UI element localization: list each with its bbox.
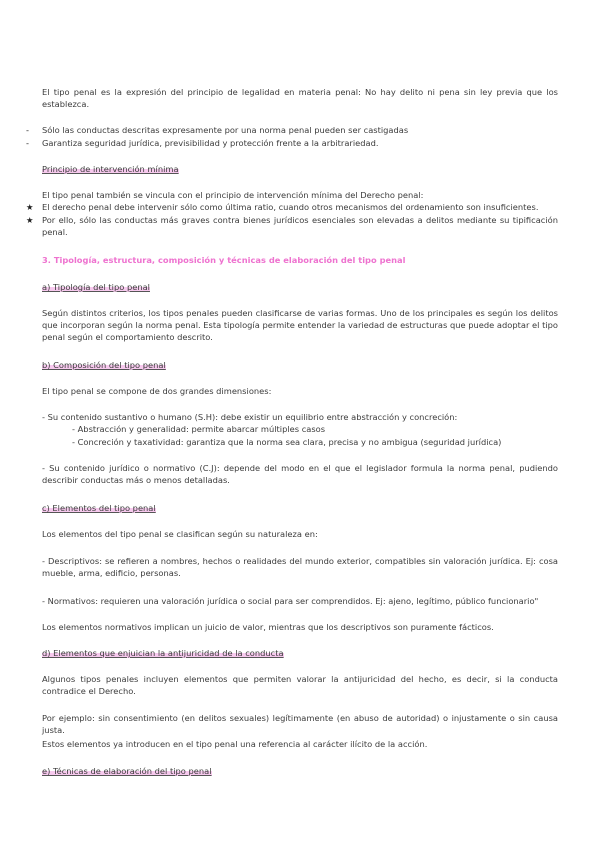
paragraph-c: Los elementos del tipo penal se clasifican según su naturaleza en: [42,529,318,539]
heading-e-text: e) Técnicas de elaboración del tipo penal [42,766,212,776]
heading-b [42,359,558,371]
paragraph-b: El tipo penal se compone de dos grandes dimensiones: [42,386,272,396]
intro-paragraph: El tipo penal es la expresión del principio de legalidad en materia penal: No hay delito ni pena sin ley previa que los establezca. [42,87,558,110]
paragraph-b-cj: - Su contenido jurídico o normativo (C.J): depende del modo en el que el legislador formula la norma penal, pudiendo describir conductas más o menos detalladas. [42,463,558,486]
paragraph-b-sh: - Su contenido sustantivo o humano (S.H): debe existir un equilibrio entre abstracción y concreción: [42,412,458,422]
dash-marker: - [26,138,29,148]
dash-item-text: Sólo las conductas descritas expresamente por una norma penal pueden ser castigadas [42,125,409,135]
star-item-text: El derecho penal debe intervenir sólo como última ratio, cuando otros mecanismos del ordenamiento son insuficientes. [42,202,539,212]
section-3-heading: 3. Tipología, estructura, composición y técnicas de elaboración del tipo penal [42,255,406,265]
heading-a [42,281,558,293]
heading-a-text: a) Tipología del tipo penal [42,282,150,292]
heading-b-text: b) Composición del tipo penal [42,360,166,370]
paragraph-c-final: Los elementos normativos implican un juicio de valor, mientras que los descriptivos son puramente fácticos. [42,622,494,632]
star-icon: ★ [26,202,34,212]
paragraph-b-sh-2: - Concreción y taxatividad: garantiza que la norma sea clara, precisa y no ambigua (seguridad jurídica) [72,437,502,447]
heading-d [42,647,558,659]
heading-c-text: c) Elementos del tipo penal [42,503,156,513]
paragraph-d-2: Por ejemplo: sin consentimiento (en delitos sexuales) legítimamente (en abuso de autoridad) o injustamente o sin causa justa. [42,713,558,736]
heading-d-text: d) Elementos que enjuician la antijuricidad de la conducta [42,648,284,658]
dash-item-1 [26,124,558,136]
star-item-1 [26,201,558,213]
dash-item-text: Garantiza seguridad jurídica, previsibilidad y protección frente a la arbitrariedad. [42,138,379,148]
heading-intervencion-text: Principio de intervención mínima [42,164,179,174]
paragraph-intervencion: El tipo penal también se vincula con el principio de intervención mínima del Derecho penal: [42,190,424,200]
paragraph-d-3: Estos elementos ya introducen en el tipo penal una referencia al carácter ilícito de la acción. [42,739,428,749]
star-item-2 [26,214,558,238]
dash-item-2 [26,137,558,149]
heading-e [42,765,558,777]
paragraph-d-1: Algunos tipos penales incluyen elementos que permiten valorar la antijuricidad del hecho, es decir, si la conducta contradice el Derecho. [42,674,558,697]
dash-marker: - [26,125,29,135]
heading-intervencion [42,163,558,175]
paragraph-a: Según distintos criterios, los tipos penales pueden clasificarse de varias formas. Uno de los principales es según los delitos que incorporan según la norma penal. Esta tipología permite entender la variedad de estructuras que puede adoptar el tipo penal según el comportamiento descrito. [42,308,558,343]
heading-c [42,502,558,514]
paragraph-c-descriptivos: - Descriptivos: se refieren a nombres, hechos o realidades del mundo exterior, compatibles sin valoración jurídica. Ej: cosa mueble, arma, edificio, personas. [42,556,558,579]
star-item-text: Por ello, sólo las conductas más graves contra bienes jurídicos esenciales son elevadas a delitos mediante su tipificación penal. [42,215,558,238]
star-icon: ★ [26,215,34,225]
paragraph-c-normativos: - Normativos: requieren una valoración jurídica o social para ser comprendidos. Ej: ajeno, legítimo, público funcionario" [42,596,539,606]
paragraph-b-sh-1: - Abstracción y generalidad: permite abarcar múltiples casos [72,424,326,434]
